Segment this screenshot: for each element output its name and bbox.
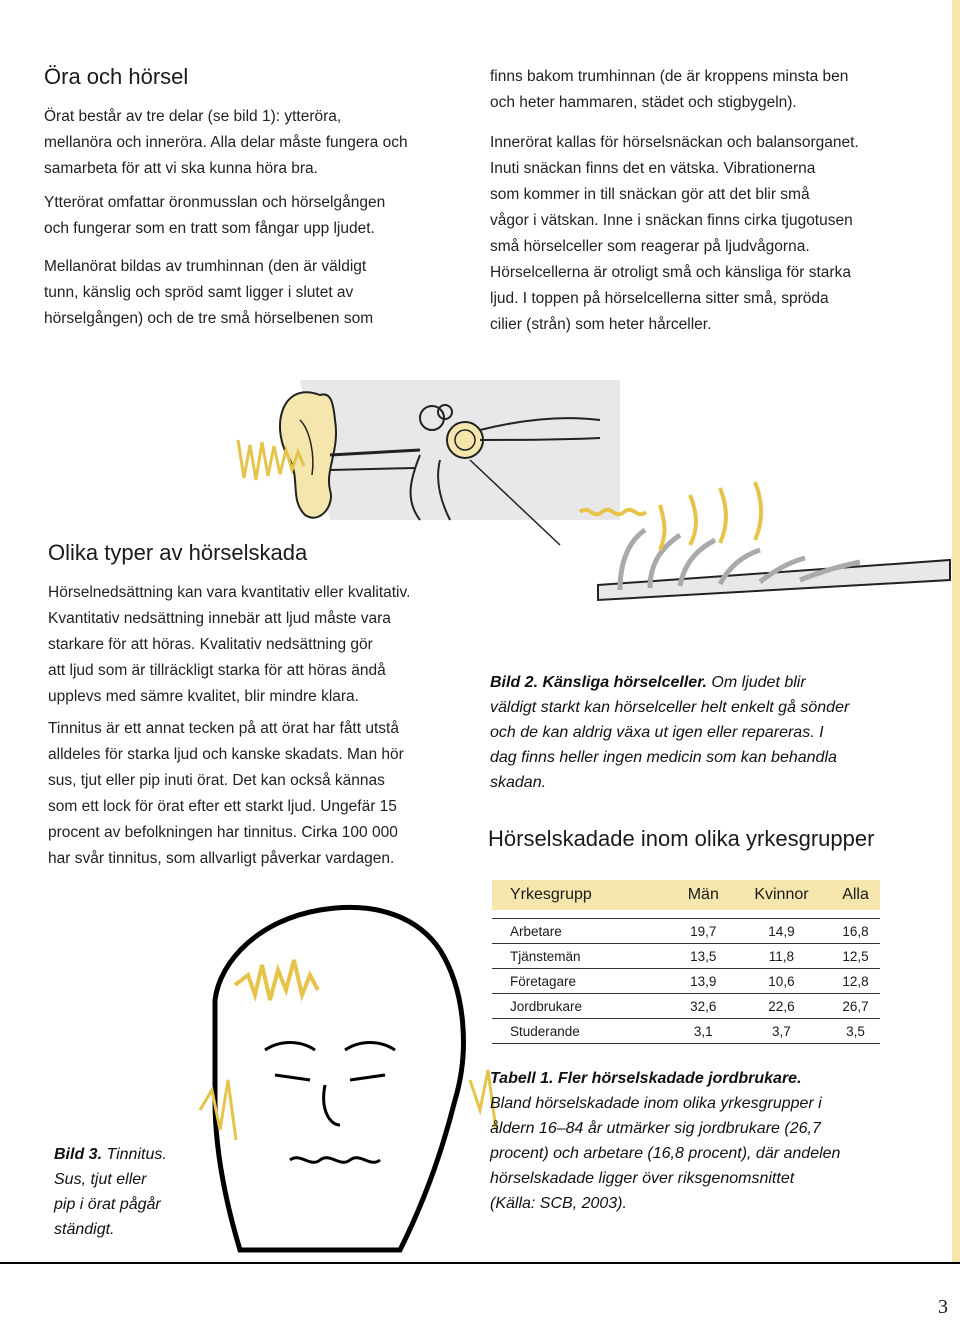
heading-ora-och-horsel: Öra och hörsel <box>44 64 189 89</box>
table-cell: 13,9 <box>675 969 732 994</box>
table-cell: 3,5 <box>831 1019 880 1044</box>
table-cell: Tjänstemän <box>492 944 675 969</box>
table-header-cell: Män <box>675 880 732 910</box>
table-row <box>492 994 880 1019</box>
table-cell: 26,7 <box>831 994 880 1019</box>
table-cell: 12,8 <box>831 969 880 994</box>
occupation-table <box>492 880 880 1044</box>
table-cell: 14,9 <box>732 919 831 944</box>
table-cell: 16,8 <box>831 919 880 944</box>
table-row <box>492 919 880 944</box>
paragraph-horselnedsattning: Hörselnedsättning kan vara kvantitativ eller kvalitativ. Kvantitativ nedsättning innebär att ljud måste vara starkare för att höras. Kvalitativ nedsättning gör att ljud som är tillräckligt starka för att höras ändå upplevs med sämre kvalitet, blir mindre klara. <box>48 584 411 705</box>
table-spacer-row <box>492 910 880 919</box>
table-cell: 22,6 <box>732 994 831 1019</box>
ear-diagram-illustration <box>238 380 620 545</box>
table-cell: Företagare <box>492 969 675 994</box>
table-header-cell: Alla <box>831 880 880 910</box>
table-cell: 3,1 <box>675 1019 732 1044</box>
paragraph-innerorat: Innerörat kallas för hörselsnäckan och balansorganet. Inuti snäckan finns det en vätska. Vibrationerna som kommer in till snäckan gör att det blir små vågor i vätskan. Inne i snäckan finns cirka tjugotusen små hörselceller som reagerar på ljudvågorna. Hörselcellerna är otroligt små och känsliga för starka ljud. I toppen på hörselcellerna sitter små, spröda cilier (strån) som heter hårceller. <box>490 134 859 333</box>
table-cell: 13,5 <box>675 944 732 969</box>
table-cell: 32,6 <box>675 994 732 1019</box>
table-header-cell: Kvinnor <box>732 880 831 910</box>
table-row <box>492 969 880 994</box>
table-cell: 3,7 <box>732 1019 831 1044</box>
heading-olika-typer: Olika typer av hörselskada <box>48 540 308 565</box>
paragraph-horselben: finns bakom trumhinnan (de är kroppens minsta ben och heter hammaren, städet och stigbygeln). <box>490 68 849 111</box>
paragraph-intro: Örat består av tre delar (se bild 1): ytteröra, mellanöra och inneröra. Alla delar måste fungera och samarbeta för att vi ska kunna höra bra. <box>44 108 408 177</box>
heading-table-title: Hörselskadade inom olika yrkesgrupper <box>488 826 875 851</box>
paragraph-tinnitus: Tinnitus är ett annat tecken på att örat har fått utstå alldeles för starka ljud och kanske skadats. Man hör sus, tjut eller pip inuti örat. Det kan också kännas som ett lock för örat efter ett starkt ljud. Ungefär 15 procent av befolkningen har tinnitus. Cirka 100 000 har svår tinnitus, som allvarligt påverkar vardagen. <box>48 720 404 867</box>
table-cell: 19,7 <box>675 919 732 944</box>
table-header-row <box>492 880 880 910</box>
hair-cells-illustration <box>580 482 950 600</box>
table-cell: Jordbrukare <box>492 994 675 1019</box>
page-number: 3 <box>938 1296 948 1318</box>
table-cell: 12,5 <box>831 944 880 969</box>
table-cell: 11,8 <box>732 944 831 969</box>
caption-bild-2: Bild 2. Känsliga hörselceller. Om ljudet blir väldigt starkt kan hörselceller helt enkelt gå sönder och de kan aldrig växa ut igen eller repareras. I dag finns heller ingen medicin som kan behandla skadan. <box>490 674 850 791</box>
caption-tabell-1: Tabell 1. Fler hörselskadade jordbrukare. Bland hörselskadade inom olika yrkesgrupper i åldern 16–84 år utmärker sig jordbrukare (26,7 procent) och arbetare (16,8 procent), där andelen hörselskadade ligger över riksgenomsnittet (Källa: SCB, 2003). <box>490 1070 841 1212</box>
table-header-cell: Yrkesgrupp <box>492 880 675 910</box>
table-cell: Studerande <box>492 1019 675 1044</box>
table-cell: Arbetare <box>492 919 675 944</box>
tinnitus-face-illustration <box>200 907 496 1250</box>
paragraph-mellanorat: Mellanörat bildas av trumhinnan (den är väldigt tunn, känslig och spröd samt ligger i slutet av hörselgången) och de tre små hörselbenen som <box>44 258 374 327</box>
caption-bild-3: Bild 3. Tinnitus. Sus, tjut eller pip i örat pågår ständigt. <box>54 1146 167 1238</box>
table-row <box>492 1019 880 1044</box>
paragraph-ytterorat: Ytterörat omfattar öronmusslan och hörselgången och fungerar som en tratt som fångar upp ljudet. <box>44 194 386 237</box>
table-cell: 10,6 <box>732 969 831 994</box>
table-row <box>492 944 880 969</box>
